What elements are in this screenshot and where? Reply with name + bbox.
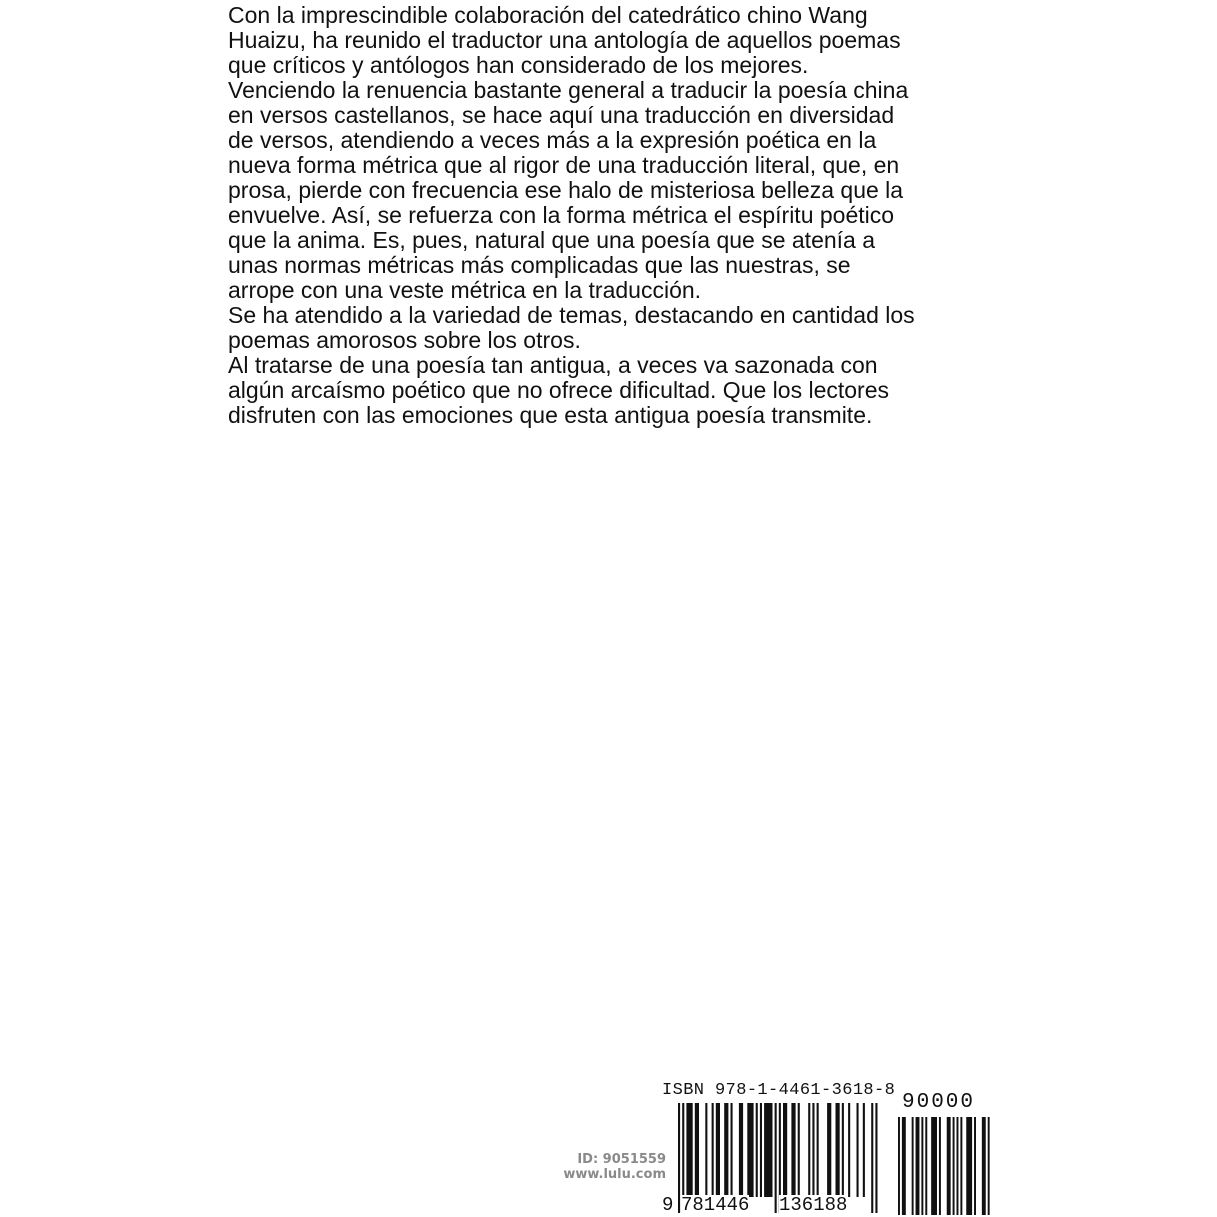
description-line: disfruten con las emociones que esta antigua poesía transmite. bbox=[228, 402, 873, 428]
barcode-bar bbox=[731, 1103, 733, 1197]
addon-bar bbox=[960, 1117, 962, 1215]
price-addon-number: 90000 bbox=[902, 1091, 976, 1114]
barcode-bar bbox=[775, 1103, 777, 1213]
description-line: envuelve. Así, se refuerza con la forma métrica el espíritu poético bbox=[228, 202, 895, 228]
addon-bar bbox=[982, 1117, 986, 1215]
description-line: arrope con una veste métrica en la traducción. bbox=[228, 277, 702, 303]
addon-bar bbox=[947, 1117, 951, 1215]
barcode-bar bbox=[817, 1103, 819, 1197]
barcode-bar bbox=[747, 1103, 753, 1197]
addon-bar bbox=[912, 1117, 914, 1215]
barcode-bar bbox=[724, 1103, 728, 1197]
description-line: algún arcaísmo poético que no ofrece dificultad. Que los lectores bbox=[228, 377, 889, 403]
barcode-bar bbox=[871, 1103, 873, 1213]
description-line: unas normas métricas más complicadas que las nuestras, se bbox=[228, 252, 851, 278]
barcode-left-digits: 781446 bbox=[681, 1194, 750, 1216]
barcode-bar bbox=[842, 1103, 844, 1197]
barcode-bar bbox=[827, 1103, 831, 1197]
barcode-bar bbox=[705, 1103, 707, 1197]
barcode-bar bbox=[678, 1103, 680, 1213]
lulu-website: www.lulu.com bbox=[563, 1167, 666, 1182]
barcode-bar bbox=[798, 1103, 800, 1197]
addon-bar bbox=[925, 1117, 927, 1215]
addon-bar bbox=[921, 1117, 923, 1215]
barcode-bar bbox=[848, 1103, 850, 1197]
addon-bar bbox=[902, 1117, 906, 1215]
addon-bar bbox=[953, 1117, 955, 1215]
description-line: Huaizu, ha reunido el traductor una antología de aquellos poemas bbox=[228, 27, 901, 53]
description-line: poemas amorosos sobre los otros. bbox=[228, 327, 581, 353]
addon-bar bbox=[898, 1117, 900, 1215]
barcode-bar bbox=[791, 1103, 795, 1197]
description-line: prosa, pierde con frecuencia ese halo de misteriosa belleza que la bbox=[228, 177, 904, 203]
barcode-bar bbox=[695, 1103, 699, 1197]
addon-bar bbox=[957, 1117, 959, 1215]
addon-bar bbox=[939, 1117, 941, 1215]
addon-bar bbox=[974, 1117, 976, 1215]
barcode-lead-digit: 9 bbox=[662, 1194, 674, 1216]
barcode-bar bbox=[857, 1103, 859, 1197]
addon-bar bbox=[988, 1117, 990, 1215]
barcode-bar bbox=[764, 1103, 772, 1197]
description-line: Se ha atendido a la variedad de temas, destacando en cantidad los bbox=[228, 302, 915, 328]
barcode-bar bbox=[739, 1103, 743, 1197]
isbn-label: ISBN 978-1-4461-3618-8 bbox=[662, 1081, 896, 1100]
isbn-barcode bbox=[662, 1081, 992, 1217]
barcode-bar bbox=[756, 1103, 758, 1197]
barcode-bar bbox=[808, 1103, 810, 1197]
barcode-bar bbox=[783, 1103, 787, 1197]
lulu-publisher-id bbox=[546, 1152, 666, 1182]
barcode-bar bbox=[836, 1103, 840, 1197]
description-line: de versos, atendiendo a veces más a la expresión poética en la bbox=[228, 127, 877, 153]
barcode-bar bbox=[863, 1103, 865, 1197]
barcode-bar bbox=[716, 1103, 720, 1197]
barcode-bar bbox=[686, 1103, 692, 1197]
addon-bar bbox=[931, 1117, 937, 1215]
addon-bar bbox=[966, 1117, 972, 1215]
barcode-bar bbox=[812, 1103, 814, 1197]
back-cover-description bbox=[228, 3, 988, 428]
barcode-right-digits: 136188 bbox=[779, 1194, 848, 1216]
lulu-id-number: ID: 9051559 bbox=[577, 1152, 666, 1167]
barcode-bar bbox=[760, 1103, 762, 1197]
description-line: Con la imprescindible colaboración del catedrático chino Wang bbox=[228, 2, 868, 28]
description-line: Venciendo la renuencia bastante general a traducir la poesía china bbox=[228, 77, 909, 103]
description-line: que la anima. Es, pues, natural que una poesía que se atenía a bbox=[228, 227, 876, 253]
description-line: en versos castellanos, se hace aquí una traducción en diversidad bbox=[228, 102, 895, 128]
description-line: que críticos y antólogos han considerado de los mejores. bbox=[228, 52, 809, 78]
description-line: Al tratarse de una poesía tan antigua, a veces va sazonada con bbox=[228, 352, 878, 378]
description-line: nueva forma métrica que al rigor de una traducción literal, que, en bbox=[228, 152, 900, 178]
barcode-bar bbox=[712, 1103, 714, 1197]
barcode-bar bbox=[875, 1103, 877, 1213]
addon-bar bbox=[916, 1117, 920, 1215]
